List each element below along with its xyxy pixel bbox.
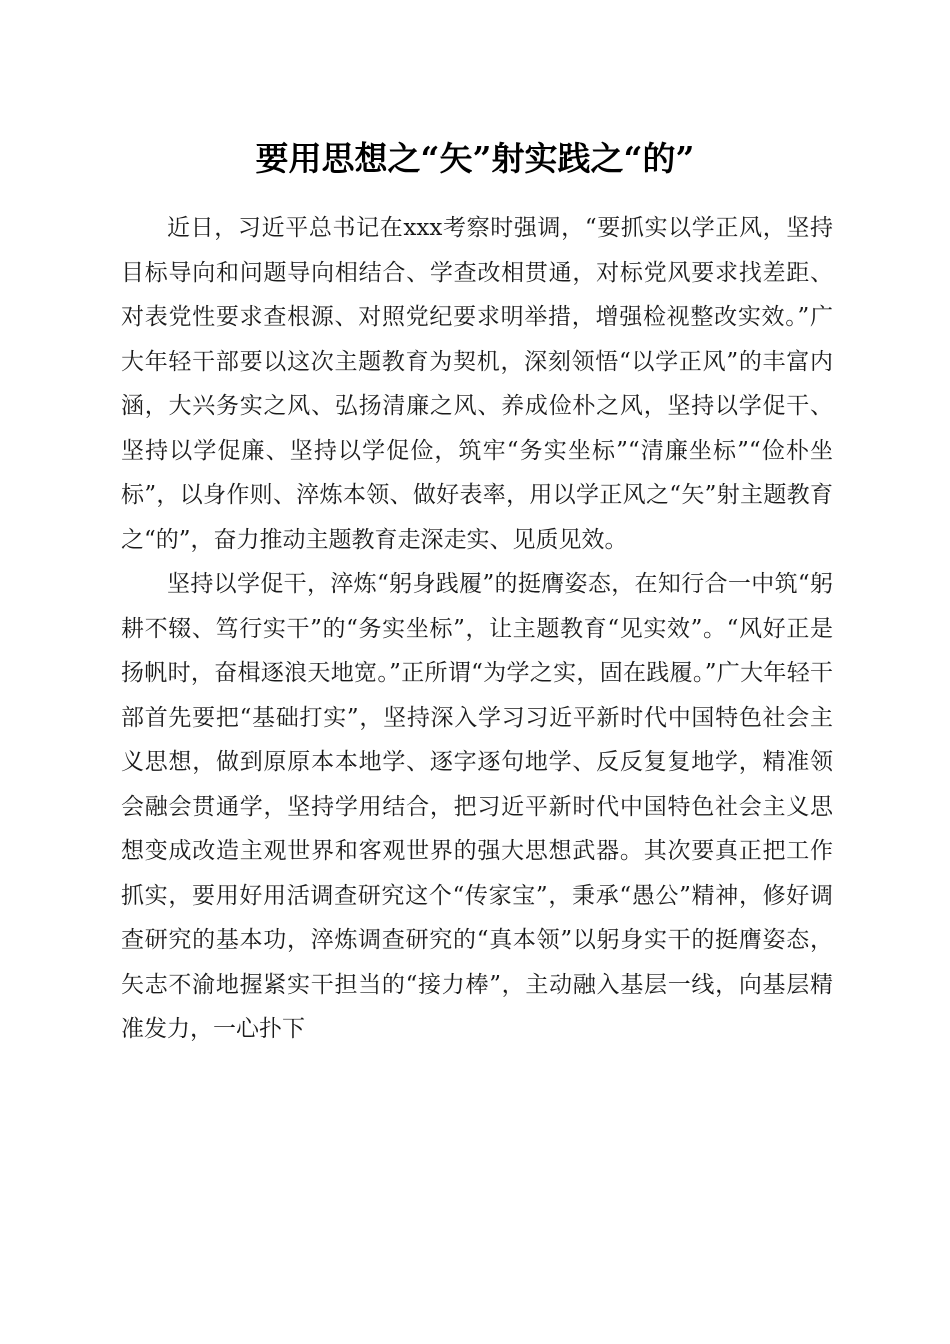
paragraph-1: 近日，习近平总书记在xxx考察时强调，“要抓实以学正风，坚持目标导向和问题导向相结合、学查改相贯通，对标党风要求找差距、对表党性要求查根源、对照党纪要求明举措，增强检视整改实效。”广大年轻干部要以这次主题教育为契机，深刻领悟“以学正风”的丰富内涵，大兴务实之风、弘扬清廉之风、养成俭朴之风，坚持以学促干、坚持以学促廉、坚持以学促俭，筑牢“务实坐标”“清廉坐标”“俭朴坐标”，以身作则、淬炼本领、做好表率，用以学正风之“矢”射主题教育之“的”，奋力推动主题教育走深走实、见质见效。 <box>121 215 833 553</box>
document-title: 要用思想之“矢”射实践之“的” <box>255 139 695 178</box>
document-body <box>121 206 833 1052</box>
paragraph-2: 坚持以学促干，淬炼“躬身践履”的挺膺姿态，在知行合一中筑“躬耕不辍、笃行实干”的“务实坐标”，让主题教育“见实效”。“风好正是扬帆时，奋楫逐浪天地宽。”正所谓“为学之实，固在践履。”广大年轻干部首先要把“基础打实”，坚持深入学习习近平新时代中国特色社会主义思想，做到原原本本地学、逐字逐句地学、反反复复地学，精准领会融会贯通学，坚持学用结合，把习近平新时代中国特色社会主义思想变成改造主观世界和客观世界的强大思想武器。其次要真正把工作抓实，要用好用活调查研究这个“传家宝”，秉承“愚公”精神，修好调查研究的基本功，淬炼调查研究的“真本领”以躬身实干的挺膺姿态，矢志不渝地握紧实干担当的“接力棒”，主动融入基层一线，向基层精准发力，一心扑下 <box>121 571 833 1042</box>
